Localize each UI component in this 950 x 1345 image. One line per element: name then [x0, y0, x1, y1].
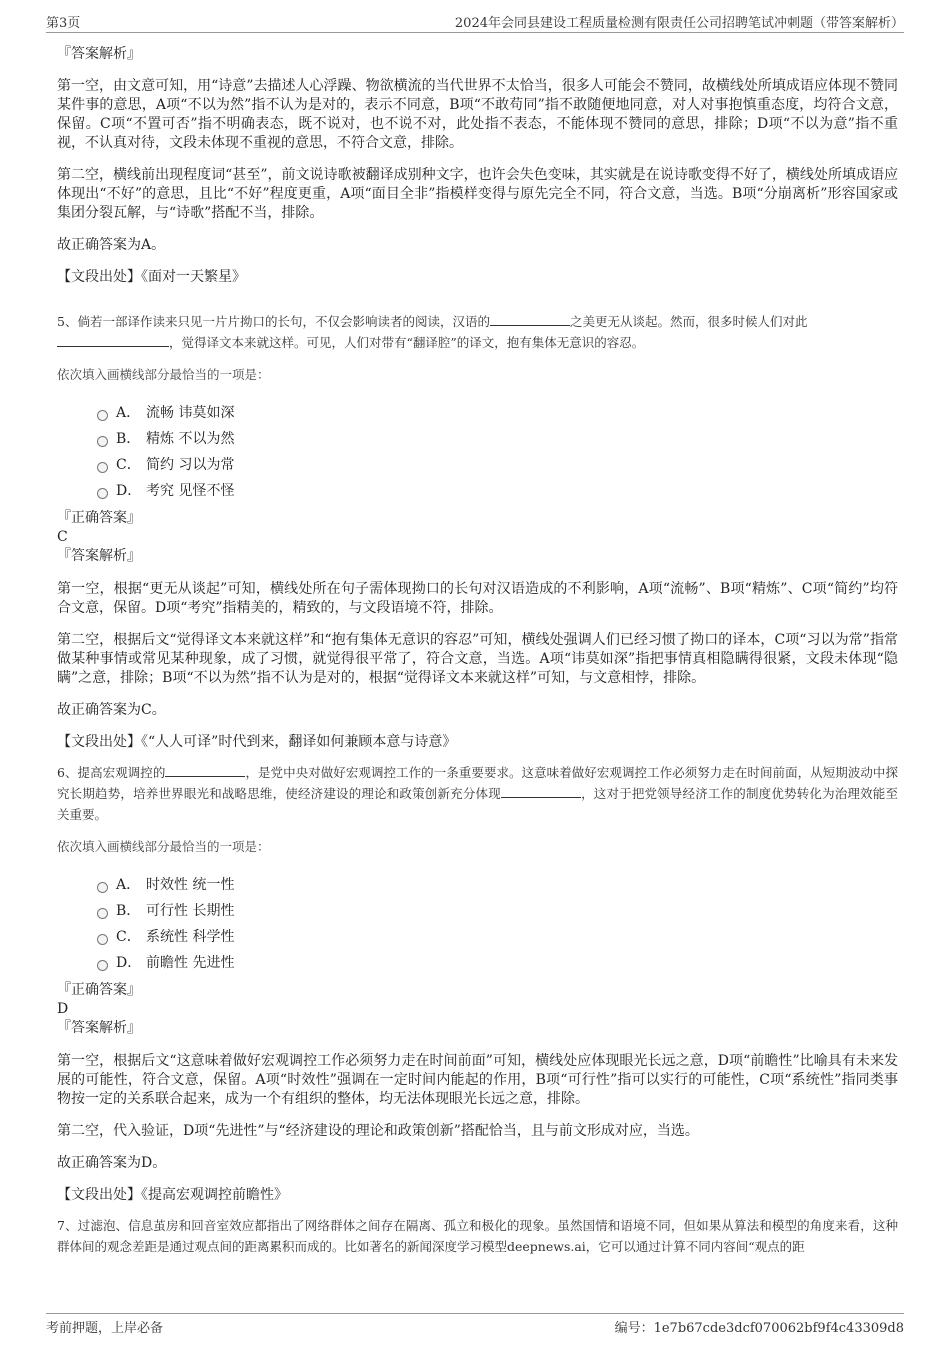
- option-b[interactable]: B． 可行性 长期性: [57, 898, 898, 924]
- option-list: [57, 872, 898, 976]
- analysis-label: 『答案解析』: [57, 548, 141, 564]
- source-citation: 【文段出处】《“人人可译”时代到来，翻译如何兼顾本意与诗意》: [57, 734, 457, 750]
- option-a[interactable]: A． 流畅 讳莫如深: [57, 400, 898, 426]
- question-hint: 依次填入画横线部分最恰当的一项是：: [57, 367, 270, 382]
- fill-blank: [165, 764, 245, 777]
- option-a[interactable]: A． 时效性 统一性: [57, 872, 898, 898]
- radio-icon[interactable]: [97, 462, 108, 473]
- radio-icon[interactable]: [97, 436, 108, 447]
- analysis-paragraph: 第二空，代入验证，D项“先进性”与“经济建设的理论和政策创新”搭配恰当，且与前文形成对应，当选。: [57, 1123, 699, 1139]
- analysis-paragraph: 第一空，根据后文“这意味着做好宏观调控工作必须努力走在时间前面”可知，横线处应体现眼光长远之意，D项“前瞻性”比喻具有未来发展的可能性，符合文意，保留。A项“时效性”强调在一定时间内能起的作用，B项“可行性”指可以实行的可能性，C项“系统性”指同类事物按一定的关系联合起来，成为一个有组织的整体，均无法体现眼光长远之意，排除。: [57, 1053, 898, 1107]
- radio-icon[interactable]: [97, 882, 108, 893]
- page-footer: [46, 1313, 904, 1336]
- radio-icon[interactable]: [97, 410, 108, 421]
- analysis-paragraph: 第二空，根据后文“觉得译文本来就这样”和“抱有集体无意识的容忍”可知，横线处强调人们已经习惯了拗口的译本，C项“习以为常”指常做某种事情或常见某种现象，成了习惯，就觉得很平常了，符合文意，当选。A项“讳莫如深”指把事情真相隐瞒得很紧，文段未体现“隐瞒”之意，排除；B项“不以为然”指不认为是对的，根据“觉得译文本来就这样”可知，与文意相悖，排除。: [57, 632, 898, 686]
- radio-icon[interactable]: [97, 908, 108, 919]
- question-5-text: 5、倘若一部译作读来只见一片片拗口的长句，不仅会影响读者的阅读，汉语的 之美更无从谈起。然而，很多时候人们对此 ，觉得译文本来就这样。可见，人们对带有“翻译腔”的译文，抱有集体无意识的容忍。: [57, 314, 808, 350]
- answer-conclusion: 故正确答案为A。: [57, 237, 166, 253]
- radio-icon[interactable]: [97, 960, 108, 971]
- option-list: [57, 400, 898, 504]
- analysis-paragraph: 第一空，由文意可知，用“诗意”去描述人心浮躁、物欲横流的当代世界不太恰当，很多人可能会不赞同，故横线处所填成语应体现不赞同某件事的意思，A项“不以为然”指不认为是对的，表示不同意，B项“不敢苟同”指不敢随便地同意，对人对事抱慎重态度，均符合文意，保留。C项“不置可否”指不明确表态，既不说对，也不说不对，此处指不表态，不能体现不赞同的意思，排除；D项“不以为意”指不重视，不认真对待，文段未体现不重视的意思，不符合文意，排除。: [57, 78, 898, 151]
- correct-answer: C: [57, 529, 68, 545]
- document-code: 编号：1e7b67cde3dcf070062bf9f4c43309d8: [614, 1321, 904, 1336]
- analysis-label: 『答案解析』: [57, 1020, 141, 1036]
- page-number: 第3页: [46, 16, 81, 31]
- option-c[interactable]: C． 简约 习以为常: [57, 452, 898, 478]
- answer-conclusion: 故正确答案为C。: [57, 702, 166, 718]
- page-header: [46, 10, 904, 33]
- radio-icon[interactable]: [97, 488, 108, 499]
- source-citation: 【文段出处】《面对一天繁星》: [57, 269, 246, 285]
- question-hint: 依次填入画横线部分最恰当的一项是：: [57, 839, 270, 854]
- option-d[interactable]: D． 前瞻性 先进性: [57, 950, 898, 976]
- option-b[interactable]: B． 精炼 不以为然: [57, 426, 898, 452]
- fill-blank: [490, 313, 570, 326]
- answer-conclusion: 故正确答案为D。: [57, 1155, 167, 1171]
- correct-answer-label: 『正确答案』: [57, 510, 141, 526]
- correct-answer: D: [57, 1001, 69, 1017]
- analysis-paragraph: 第二空，横线前出现程度词“甚至”，前文说诗歌被翻译成别种文字，也许会失色变味，其实就是在说诗歌变得不好了，横线处所填成语应体现出“不好”的意思，且比“不好”程度更重，A项“面目全非”指模样变得与原先完全不同，符合文意，当选。B项“分崩离析”形容国家或集团分裂瓦解，与“诗歌”搭配不当，排除。: [57, 167, 898, 221]
- option-d[interactable]: D． 考究 见怪不怪: [57, 478, 898, 504]
- page-content: [57, 44, 898, 1257]
- question-7-text: 7、过滤泡、信息茧房和回音室效应都指出了网络群体之间存在隔离、孤立和极化的现象。虽然国情和语境不同，但如果从算法和模型的角度来看，这种群体间的观念差距是通过观点间的距离累积而成的。比如著名的新闻深度学习模型deepnews.ai，它可以通过计算不同内容间“观点的距: [57, 1218, 898, 1254]
- correct-answer-label: 『正确答案』: [57, 982, 141, 998]
- question-6-text: 6、提高宏观调控的 ，是党中央对做好宏观调控工作的一条重要要求。这意味着做好宏观调控工作必须努力走在时间前面，从短期波动中探究长期趋势，培养世界眼光和战略思维，使经济建设的理论和政策创新充分体现 ，这对于把党领导经济工作的制度优势转化为治理效能至关重要。: [57, 765, 898, 822]
- radio-icon[interactable]: [97, 934, 108, 945]
- document-title: 2024年会同县建设工程质量检测有限责任公司招聘笔试冲刺题（带答案解析）: [454, 16, 904, 31]
- analysis-paragraph: 第一空，根据“更无从谈起”可知，横线处所在句子需体现拗口的长句对汉语造成的不利影响，A项“流畅”、B项“精炼”、C项“简约”均符合文意，保留。D项“考究”指精美的，精致的，与文段语境不符，排除。: [57, 581, 898, 616]
- footer-motto: 考前押题，上岸必备: [46, 1321, 164, 1336]
- source-citation: 【文段出处】《提高宏观调控前瞻性》: [57, 1187, 288, 1203]
- fill-blank: [501, 785, 581, 798]
- option-c[interactable]: C． 系统性 科学性: [57, 924, 898, 950]
- fill-blank: [57, 334, 169, 347]
- analysis-label: 『答案解析』: [57, 46, 141, 62]
